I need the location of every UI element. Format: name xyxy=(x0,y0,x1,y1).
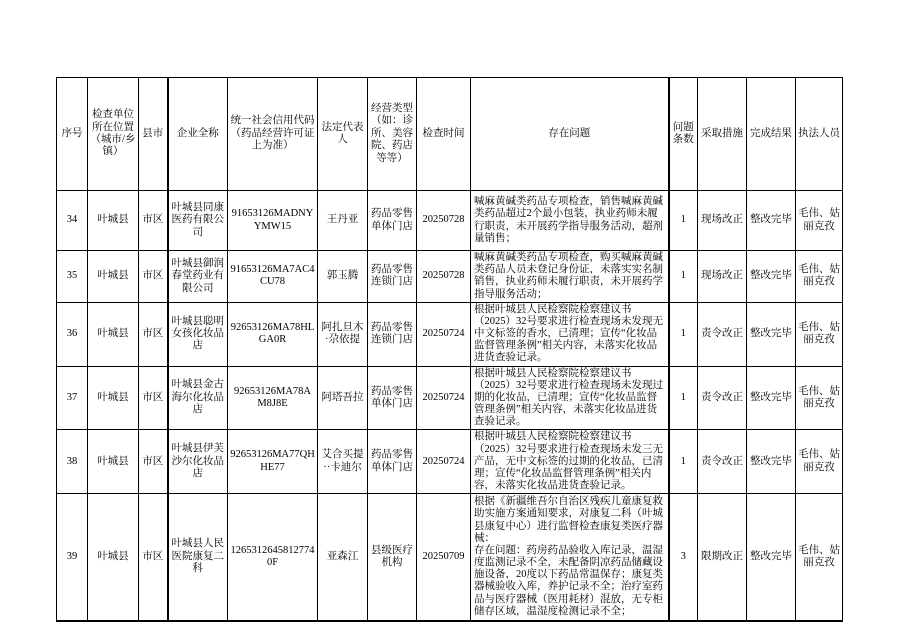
cell-measure: 限期改正 xyxy=(698,494,747,621)
column-header-officers: 执法人员 xyxy=(796,78,843,191)
cell-business-type: 药品零售单体门店 xyxy=(368,191,417,251)
cell-county: 市区 xyxy=(139,191,168,251)
cell-measure: 现场改正 xyxy=(698,191,747,251)
column-header-county: 县市 xyxy=(139,78,168,191)
cell-officers: 毛伟、姑丽克孜 xyxy=(796,494,843,621)
cell-problems: 喊麻黄碱类药品专项检查，购买喊麻黄碱类药品人员未登记身份证，未落实实名制销售，执业药师未履行职责，未开展药学指导服务活动； xyxy=(471,251,669,303)
cell-location: 叶城县 xyxy=(88,191,139,251)
cell-seq: 36 xyxy=(57,302,88,366)
cell-problem-count: 1 xyxy=(669,191,698,251)
cell-problems: 根据叶城县人民检察院检察建议书（2025）32号要求进行检查现场未发现过期的化妆品，已清理；宣传“化妆品监督管理条例”相关内容，未落实化妆品进货查验记录。 xyxy=(471,366,669,430)
cell-company: 叶城县金古海尔化妆品店 xyxy=(168,366,228,430)
cell-measure: 责令改正 xyxy=(698,302,747,366)
cell-legal-rep: 阿扎旦木·尕依提 xyxy=(318,302,368,366)
cell-problems: 喊麻黄碱类药品专项检查，销售喊麻黄碱类药品超过2个最小包装，执业药师未履行职责，未开展药学指导服务活动，超剂量销售； xyxy=(471,191,669,251)
cell-result: 整改完毕 xyxy=(747,430,796,494)
cell-county: 市区 xyxy=(139,302,168,366)
cell-inspect-date: 20250709 xyxy=(417,494,471,621)
cell-business-type: 药品零售单体门店 xyxy=(368,366,417,430)
cell-measure: 现场改正 xyxy=(698,251,747,303)
cell-result: 整改完毕 xyxy=(747,191,796,251)
cell-location: 叶城县 xyxy=(88,251,139,303)
cell-credit-code: 92653126MA77QHHE77 xyxy=(228,430,318,494)
cell-company: 叶城县伊芙沙尔化妆品店 xyxy=(168,430,228,494)
cell-location: 叶城县 xyxy=(88,366,139,430)
cell-problem-count: 1 xyxy=(669,302,698,366)
cell-location: 叶城县 xyxy=(88,430,139,494)
cell-officers: 毛伟、姑丽克孜 xyxy=(796,302,843,366)
cell-result: 整改完毕 xyxy=(747,251,796,303)
cell-credit-code: 91653126MA7AC4CU78 xyxy=(228,251,318,303)
cell-seq: 35 xyxy=(57,251,88,303)
cell-inspect-date: 20250728 xyxy=(417,191,471,251)
cell-measure: 责令改正 xyxy=(698,430,747,494)
cell-officers: 毛伟、姑丽克孜 xyxy=(796,191,843,251)
cell-result: 整改完毕 xyxy=(747,302,796,366)
column-header-inspect-date: 检查时间 xyxy=(417,78,471,191)
cell-problems: 根据叶城县人民检察院检察建议书（2025）32号要求进行检查现场未发现无中文标签的香水，已清理；宣传“化妆品监督管理条例”相关内容，未落实化妆品进货查验记录。 xyxy=(471,302,669,366)
cell-problems: 根据《新疆维吾尔自治区残疾儿童康复救助实施方案通知要求，对康复二科（叶城县康复中心）进行监督检查康复类医疗器械： 存在问题：药房药品验收入库记录，温湿度监测记录不全，未配备阴凉药品储藏设施设备，20度以下药品常温保存；康复类器械验收入库，养护记录不全；治疗室药品与医疗器械（医用耗材）混放，无专柜储存区域，温湿度检测记录不全； xyxy=(471,494,669,621)
column-header-credit-code: 统一社会信用代码（药品经营许可证上为准） xyxy=(228,78,318,191)
cell-company: 叶城县御润春堂药业有限公司 xyxy=(168,251,228,303)
cell-officers: 毛伟、姑丽克孜 xyxy=(796,430,843,494)
table-row xyxy=(57,430,843,494)
cell-officers: 毛伟、姑丽克孜 xyxy=(796,251,843,303)
cell-inspect-date: 20250724 xyxy=(417,302,471,366)
cell-credit-code: 91653126MADNYYMW15 xyxy=(228,191,318,251)
inspection-table xyxy=(56,77,843,622)
cell-problems: 根据叶城县人民检察院检察建议书（2025）32号要求进行检查现场未发三无产品，无中文标签的过期的化妆品，已清理；宣传“化妆品监督管理条例”相关内容，未落实化妆品进货查验记录。 xyxy=(471,430,669,494)
cell-seq: 37 xyxy=(57,366,88,430)
cell-company: 叶城县聪明女孩化妆品店 xyxy=(168,302,228,366)
cell-legal-rep: 王丹亚 xyxy=(318,191,368,251)
cell-company: 叶城县同康医药有限公司 xyxy=(168,191,228,251)
cell-seq: 39 xyxy=(57,494,88,621)
cell-credit-code: 92653126MA78AM8J8E xyxy=(228,366,318,430)
cell-business-type: 药品零售单体门店 xyxy=(368,430,417,494)
cell-county: 市区 xyxy=(139,366,168,430)
table-row xyxy=(57,302,843,366)
cell-credit-code: 92653126MA78HLGA0R xyxy=(228,302,318,366)
cell-inspect-date: 20250724 xyxy=(417,430,471,494)
cell-seq: 34 xyxy=(57,191,88,251)
cell-seq: 38 xyxy=(57,430,88,494)
table-row xyxy=(57,366,843,430)
cell-legal-rep: 艾合买提··卡迪尔 xyxy=(318,430,368,494)
column-header-measure: 采取措施 xyxy=(698,78,747,191)
cell-problem-count: 3 xyxy=(669,494,698,621)
cell-business-type: 药品零售连锁门店 xyxy=(368,251,417,303)
cell-location: 叶城县 xyxy=(88,302,139,366)
column-header-location: 检查单位所在位置（城市/乡镇） xyxy=(88,78,139,191)
cell-legal-rep: 亚森江 xyxy=(318,494,368,621)
cell-officers: 毛伟、姑丽克孜 xyxy=(796,366,843,430)
cell-inspect-date: 20250728 xyxy=(417,251,471,303)
column-header-problem-count: 问题条数 xyxy=(669,78,698,191)
cell-inspect-date: 20250724 xyxy=(417,366,471,430)
cell-result: 整改完毕 xyxy=(747,366,796,430)
column-header-result: 完成结果 xyxy=(747,78,796,191)
table-row xyxy=(57,251,843,303)
cell-location: 叶城县 xyxy=(88,494,139,621)
cell-legal-rep: 郭玉腾 xyxy=(318,251,368,303)
cell-measure: 责令改正 xyxy=(698,366,747,430)
table-header-row xyxy=(57,78,843,191)
cell-county: 市区 xyxy=(139,430,168,494)
cell-problem-count: 1 xyxy=(669,251,698,303)
table-row xyxy=(57,191,843,251)
column-header-company: 企业全称 xyxy=(168,78,228,191)
column-header-seq: 序号 xyxy=(57,78,88,191)
cell-business-type: 县级医疗机构 xyxy=(368,494,417,621)
cell-problem-count: 1 xyxy=(669,430,698,494)
cell-company: 叶城县人民医院康复二科 xyxy=(168,494,228,621)
cell-county: 市区 xyxy=(139,251,168,303)
column-header-business-type: 经营类型（如：诊所、美容院、药店等等） xyxy=(368,78,417,191)
table-row xyxy=(57,494,843,621)
cell-credit-code: 12653126458127740F xyxy=(228,494,318,621)
cell-county: 市区 xyxy=(139,494,168,621)
cell-legal-rep: 阿塔吾拉 xyxy=(318,366,368,430)
cell-business-type: 药品零售连锁门店 xyxy=(368,302,417,366)
cell-problem-count: 1 xyxy=(669,366,698,430)
cell-result: 整改完毕 xyxy=(747,494,796,621)
column-header-problems: 存在问题 xyxy=(471,78,669,191)
column-header-legal-rep: 法定代表人 xyxy=(318,78,368,191)
